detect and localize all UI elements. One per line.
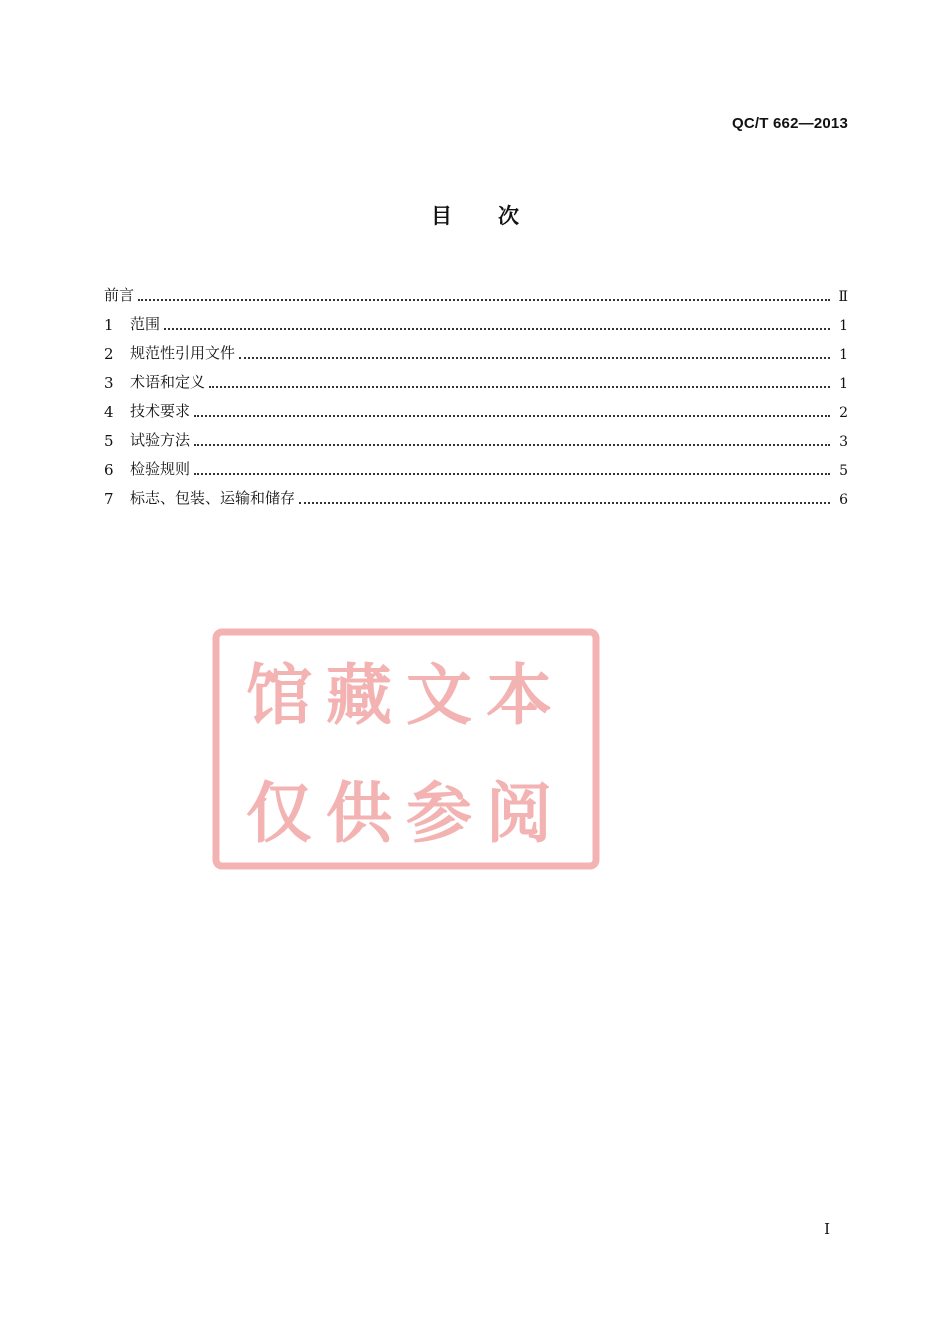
toc-entry-number: 2 (104, 345, 114, 363)
toc-entry-label: 术语和定义 (130, 373, 206, 391)
toc-leader-dots (194, 436, 830, 446)
page-title-char-2: 次 (498, 204, 519, 228)
toc-entry-number: 7 (104, 490, 114, 508)
toc-entry-scope[interactable] (104, 305, 848, 334)
toc-entry-page: 2 (839, 405, 848, 421)
toc-entry-label: 标志、包装、运输和储存 (130, 489, 296, 507)
toc-entry-number: 4 (104, 403, 114, 421)
toc-entry-page: 3 (839, 434, 848, 450)
toc-entry-number: 6 (104, 461, 114, 479)
toc-entry-label: 检验规则 (130, 460, 191, 478)
page-title (0, 200, 950, 230)
toc-entry-page: 5 (839, 463, 848, 479)
toc-entry-test-methods[interactable] (104, 421, 848, 450)
toc-entry-label: 前言 (104, 286, 135, 304)
toc-entry-foreword[interactable] (104, 276, 848, 305)
toc-entry-normative-references[interactable] (104, 334, 848, 363)
toc-entry-label: 规范性引用文件 (130, 344, 236, 362)
toc-leader-dots (209, 378, 830, 388)
toc-entry-page: Ⅱ (838, 289, 848, 305)
toc-entry-inspection-rules[interactable] (104, 450, 848, 479)
toc-leader-dots (299, 494, 830, 504)
toc-entry-label: 技术要求 (130, 402, 191, 420)
toc-entry-page: 6 (839, 492, 848, 508)
stamp-line-1: 馆藏文本 (246, 657, 566, 734)
toc-entry-technical-requirements[interactable] (104, 392, 848, 421)
toc-leader-dots (239, 349, 830, 359)
page-number: I (824, 1220, 830, 1238)
table-of-contents (104, 276, 848, 508)
standard-code: QC/T 662—2013 (732, 115, 848, 132)
toc-leader-dots (164, 320, 830, 330)
toc-entry-number: 5 (104, 432, 114, 450)
toc-entry-number: 1 (104, 316, 114, 334)
toc-entry-page: 1 (839, 347, 848, 363)
toc-leader-dots (194, 465, 830, 475)
toc-entry-number: 3 (104, 374, 114, 392)
stamp-line-2: 仅供参阅 (246, 775, 566, 852)
toc-entry-label: 范围 (130, 315, 161, 333)
toc-leader-dots (138, 291, 830, 301)
toc-entry-page: 1 (839, 318, 848, 334)
toc-entry-terms[interactable] (104, 363, 848, 392)
toc-entry-page: 1 (839, 376, 848, 392)
toc-leader-dots (194, 407, 830, 417)
library-stamp (208, 626, 604, 872)
toc-entry-marking-packaging[interactable] (104, 479, 848, 508)
toc-entry-label: 试验方法 (130, 431, 191, 449)
page-title-char-1: 目 (431, 204, 452, 228)
